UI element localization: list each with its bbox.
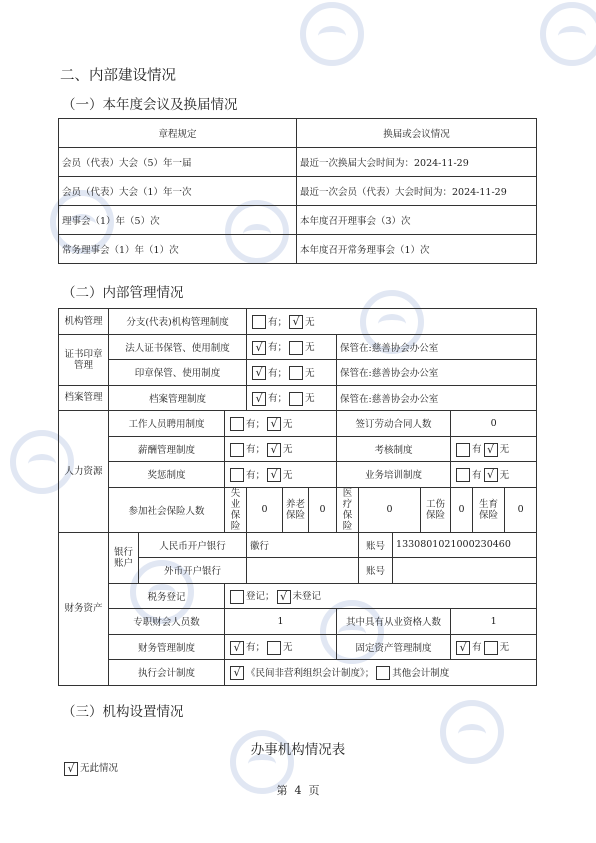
tax-label: 税务登记 [109,583,225,609]
label-no: 无 [499,444,510,455]
cat-org: 机构管理 [59,309,109,335]
item-hire: 工作人员聘用制度 [109,411,225,437]
row-hr-reward [59,462,537,488]
cell: 会员（代表）大会（1）年一次 [59,177,297,206]
checkbox-yes[interactable] [252,315,266,329]
row-fin-mgmt [59,634,537,660]
opt-exec [225,660,537,686]
label-yes: 有； [246,444,266,455]
opt-tax [225,583,537,609]
ins-value: 0 [309,487,337,532]
checkbox-other[interactable] [376,666,390,680]
checkbox-yes[interactable]: √ [252,341,266,355]
row-hr-hire [59,411,537,437]
checkbox-unregistered[interactable]: √ [277,590,291,604]
orgsetup-table-title: 办事机构情况表 [250,742,346,758]
row-fin-staff [59,609,537,635]
label-unregistered: 未登记 [292,591,322,602]
label-yes: 有； [246,642,266,653]
table-header [59,119,537,148]
checkbox-no[interactable]: √ [267,417,281,431]
mgmt-table [58,308,537,686]
cell: 最近一次会员（代表）大会时间为：2024-11-29 [297,177,537,206]
table-row [59,148,537,177]
opt-fixed [451,634,537,660]
checkbox-yes[interactable] [230,443,244,457]
label-yes: 有； [246,418,266,430]
ins-value: 0 [505,487,537,532]
opt-archive [247,385,337,411]
watermark-seal [300,2,364,66]
qualified-label: 其中具有从业资格人数 [337,609,451,635]
label-yes: 有； [268,316,288,328]
label-yes: 有； [268,393,288,404]
item-reward: 奖惩制度 [109,462,225,488]
rmb-bank-label: 人民币开户银行 [139,532,247,558]
meeting-table [58,118,537,264]
account-label: 账号 [359,532,393,558]
loc-cert: 保管在:慈善协会办公室 [337,334,537,360]
row-fin-tax [59,583,537,609]
row-cert2 [59,360,537,386]
item-seal: 印章保管、使用制度 [109,360,247,386]
contract-value: 0 [451,411,537,437]
orgsetup-title: （三）机构设置情况 [62,704,184,720]
row-cert1 [59,334,537,360]
label-yes: 有 [472,469,482,481]
checkbox-yes[interactable]: √ [252,392,266,406]
label-no: 无 [283,642,293,653]
fx-account [393,558,537,584]
cell: 会员（代表）大会（5）年一届 [59,148,297,177]
row-hr-salary [59,436,537,462]
label-yes: 有； [268,342,288,353]
cat-hr: 人力资源 [59,411,109,533]
label-registered: 登记； [246,591,275,602]
cell: 常务理事会（1）年（1）次 [59,235,297,264]
ins-name: 工伤保险 [421,487,451,532]
label-no: 无 [305,367,315,379]
insured-label: 参加社会保险人数 [109,487,225,532]
checkbox-no[interactable] [289,341,303,355]
loc-archive: 保管在:慈善协会办公室 [337,385,537,411]
cell: 最近一次换届大会时间为：2024-11-29 [297,148,537,177]
ins-value: 0 [451,487,473,532]
checkbox-yes[interactable]: √ [252,366,266,380]
checkbox-yes[interactable] [456,443,470,457]
cell: 本年度召开常务理事会（1）次 [297,235,537,264]
checkbox-no[interactable]: √ [484,468,498,482]
item-training: 业务培训制度 [337,462,451,488]
checkbox-registered[interactable] [230,590,244,604]
ins-value: 0 [247,487,283,532]
rmb-bank-value: 徽行 [247,532,359,558]
cat-finance: 财务资产 [59,532,109,685]
ins-name: 养老保险 [283,487,309,532]
checkbox-no[interactable] [289,366,303,380]
opt-seal [247,360,337,386]
opt-branch [247,309,537,335]
label-other: 其他会计制度 [392,667,450,679]
ins-name: 失业保险 [225,487,247,532]
ins-name: 生育保险 [473,487,505,532]
mgmt-title: （二）内部管理情况 [62,285,184,301]
section-title: 二、内部建设情况 [60,68,176,84]
staff-value: 1 [225,609,337,635]
checkbox-yes[interactable] [230,417,244,431]
checkbox-yes[interactable] [230,468,244,482]
label-yes: 有 [472,642,482,653]
cat-cert: 证书印章管理 [59,334,109,385]
opt-salary [225,436,337,462]
row-fin-rmb [59,532,537,558]
label-yes: 有； [268,367,288,379]
item-salary: 薪酬管理制度 [109,436,225,462]
row-fin-exec [59,660,537,686]
table-row [59,177,537,206]
fx-bank-label: 外币开户银行 [139,558,247,584]
checkbox-no[interactable]: √ [289,315,303,329]
row-hr-insurance [59,487,537,532]
none-option [64,760,118,776]
row-org [59,309,537,335]
cell: 理事会（1）年（5）次 [59,206,297,235]
checkbox-yes[interactable]: √ [230,641,244,655]
account-label: 账号 [359,558,393,584]
label-no: 无 [305,393,315,404]
exec-label: 执行会计制度 [109,660,225,686]
item-archive: 档案管理制度 [109,385,247,411]
opt-assess [451,436,537,462]
row-archive [59,385,537,411]
loc-seal: 保管在:慈善协会办公室 [337,360,537,386]
cat-archive: 档案管理 [59,385,109,411]
fx-bank-value [247,558,359,584]
ins-value: 0 [359,487,421,532]
checkbox-yes[interactable]: √ [456,641,470,655]
label-no: 无 [305,316,315,328]
contract-label: 签订劳动合同人数 [337,411,451,437]
label-npo: 《民间非营利组织会计制度》； [246,667,375,679]
checkbox-npo[interactable]: √ [230,666,244,680]
label-no: 无 [305,342,315,353]
qualified-value: 1 [451,609,537,635]
meeting-title: （一）本年度会议及换届情况 [62,97,238,113]
fixed-label: 固定资产管理制度 [337,634,451,660]
cell: 本年度召开理事会（3）次 [297,206,537,235]
page-number: 第 4 页 [276,784,320,797]
checkbox-no[interactable]: √ [267,443,281,457]
checkbox-no[interactable] [289,392,303,406]
bank-label: 银行账户 [109,532,139,583]
opt-hire [225,411,337,437]
opt-reward [225,462,337,488]
checkbox-no[interactable] [267,641,281,655]
rmb-account: 1330801021000230460 [393,532,537,558]
opt-finmgmt [225,634,337,660]
item-assess: 考核制度 [337,436,451,462]
none-label: 无此情况 [80,763,119,774]
checkbox-no[interactable]: √ [484,443,498,457]
label-no: 无 [499,469,510,481]
label-no: 无 [283,418,293,430]
label-no: 无 [499,642,510,653]
label-no: 无 [283,469,293,481]
checkbox-no[interactable]: √ [267,468,281,482]
watermark-seal [540,2,596,66]
table-row [59,235,537,264]
staff-label: 专职财会人员数 [109,609,225,635]
checkbox-no[interactable] [484,641,498,655]
checkbox-yes[interactable] [456,468,470,482]
finmgmt-label: 财务管理制度 [109,634,225,660]
opt-cert [247,334,337,360]
label-no: 无 [283,444,293,455]
header-charter: 章程规定 [59,119,297,148]
checkbox-none[interactable]: √ [64,762,78,776]
header-status: 换届或会议情况 [297,119,537,148]
ins-name: 医疗保险 [337,487,359,532]
item-cert: 法人证书保管、使用制度 [109,334,247,360]
label-yes: 有 [472,444,482,455]
opt-training [451,462,537,488]
table-row [59,206,537,235]
label-yes: 有； [246,469,266,481]
item-branch: 分支(代表)机构管理制度 [109,309,247,335]
